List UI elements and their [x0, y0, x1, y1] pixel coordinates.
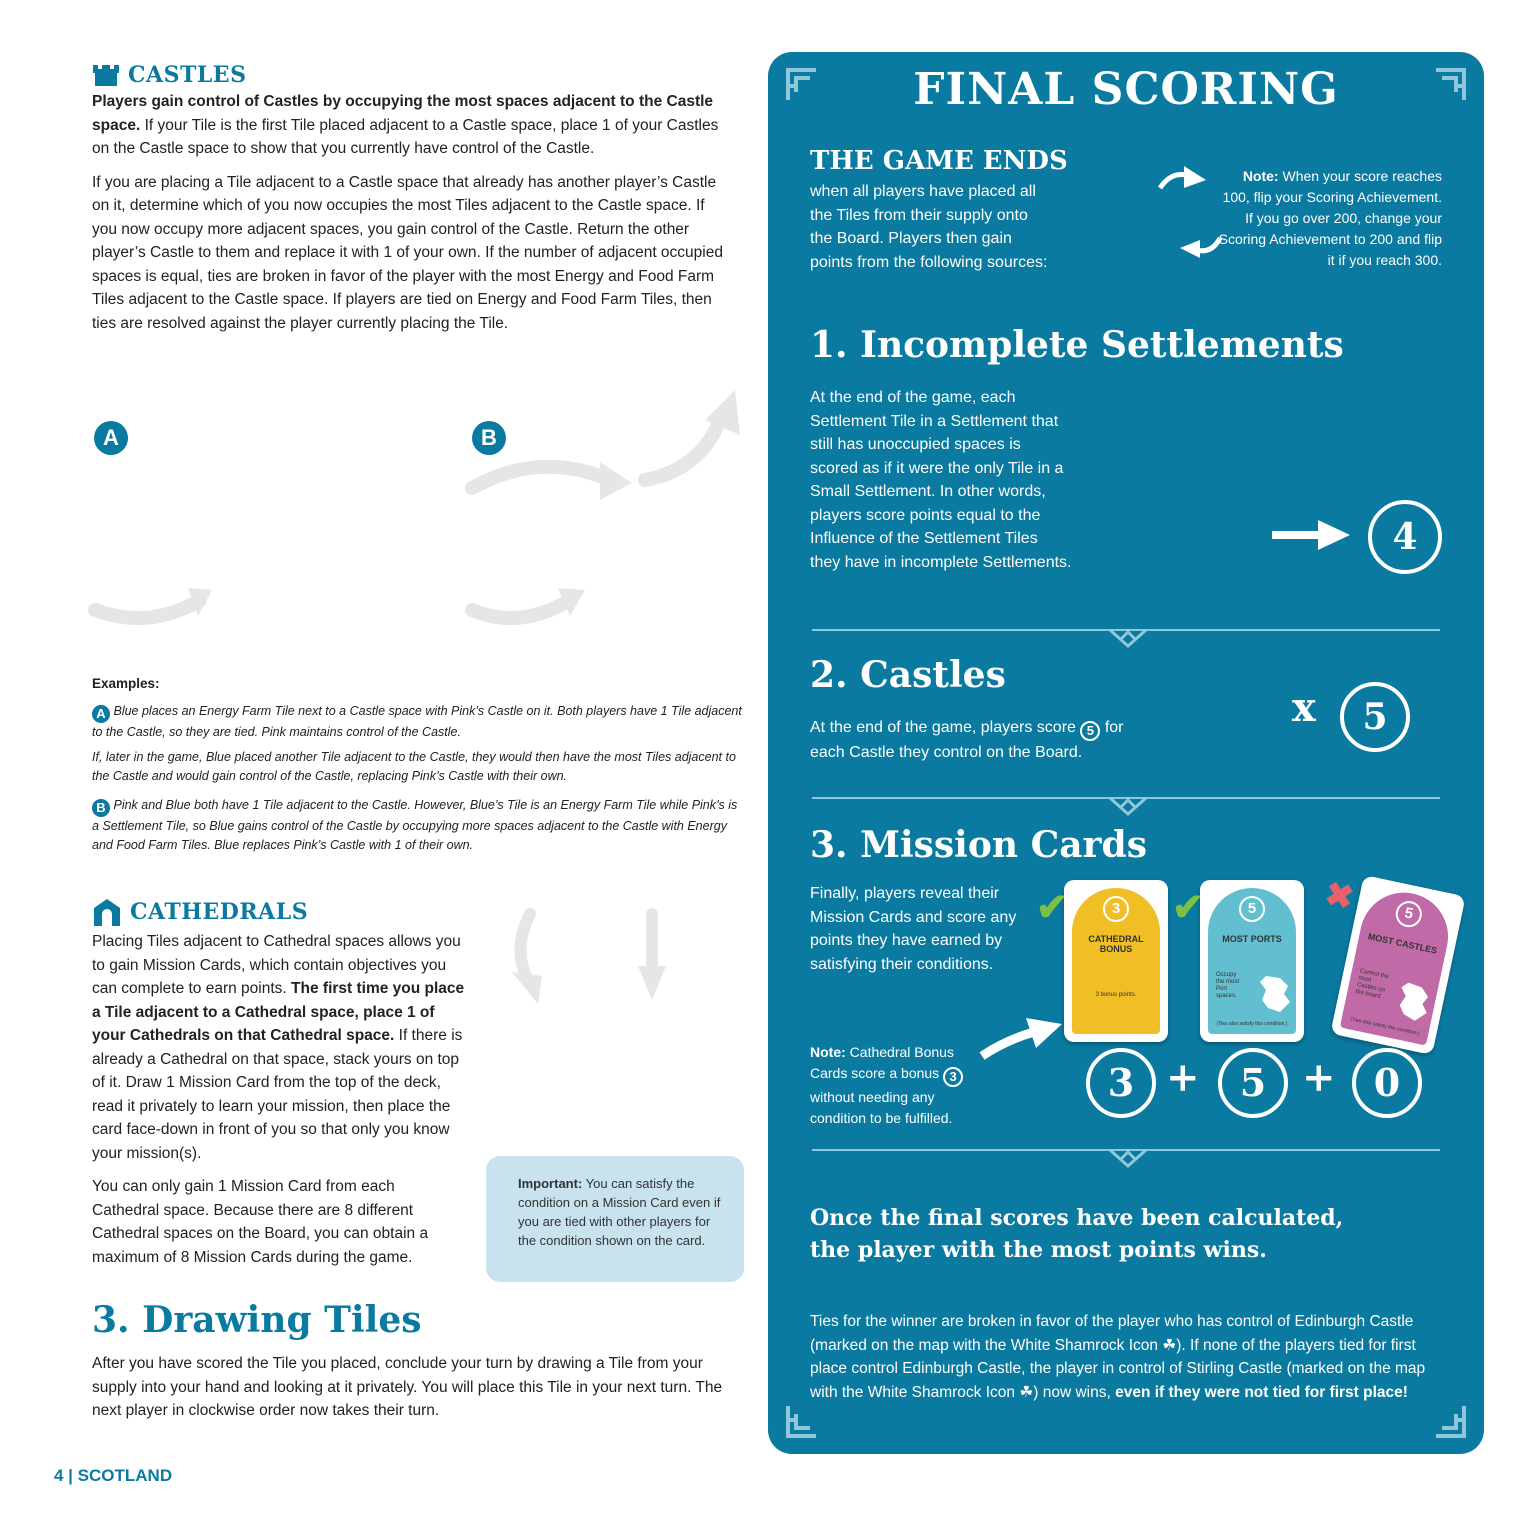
card-face	[1072, 888, 1160, 1034]
castle-icon	[92, 63, 120, 87]
cathedrals-section	[92, 898, 466, 1269]
cathedrals-heading: CATHEDRALS	[130, 899, 309, 925]
card-points: 5	[1393, 899, 1424, 930]
ties-a: Ties for the winner are broken in favor of the player who has control of Edinburgh Castle (marked on the map with the White Shamrock Icon	[810, 1313, 1414, 1354]
game-ends-text: when all players have placed all the Tiles from their supply onto the Board. Players then gain points from the following sources:	[810, 183, 1048, 271]
cathedral-bonus-note-a: Cathedral Bonus Cards score a bonus	[810, 1044, 954, 1081]
castles-scoring-text-b: for each Castle they control on the Board.	[810, 719, 1124, 761]
sum-plus-2: +	[1302, 1054, 1336, 1101]
tie-breaker-text	[810, 1310, 1440, 1404]
score-note	[1212, 166, 1442, 271]
castles-heading: CASTLES	[128, 62, 247, 88]
divider-ornament-2	[1108, 794, 1148, 820]
times-sign: x	[1292, 684, 1316, 731]
cathedrals-p2: You can only gain 1 Mission Card from each Cathedral space. Because there are 8 different Cathedral spaces on the Board, you can obtain a maximum of 8 Mission Cards during the game.	[92, 1178, 429, 1266]
card-title: MOST CASTLES	[1367, 931, 1439, 956]
sum-score-b: 5	[1218, 1048, 1288, 1118]
score-note-text: When your score reaches 100, flip your Scoring Achievement. If you go over 200, change your Scoring Achievement to 200 and flip it if you reach 300.	[1218, 168, 1442, 268]
example-b-badge: B	[472, 421, 506, 455]
important-note-text	[518, 1174, 728, 1250]
cathedrals-heading-row	[92, 898, 466, 926]
card-foot: (Ties also satisfy this condition.)	[1349, 1016, 1421, 1037]
mission-card-most-ports	[1172, 880, 1304, 1042]
sum-plus-1: +	[1166, 1054, 1200, 1101]
scotland-map-icon	[1256, 974, 1292, 1014]
important-note-box	[486, 1156, 744, 1282]
castles-para2: If you are placing a Tile adjacent to a Castle space that already has another player’s Castle on it, determine which of you now occupies the most Tiles adjacent to the Castle space. If you now occupy more adjacent spaces, you gain control of the Castle. Return the other player’s Castle to them and replace it with 1 of your own. If the number of adjacent occupied spaces is equal, ties are broken in favor of the player with the most Energy and Food Farm Tiles adjacent to the Castle space. If players are tied on Energy and Food Farm Tiles, then ties are resolved against the player currently placing the Tile.	[92, 173, 723, 332]
winner-line-1: Once the final scores have been calculated,	[810, 1205, 1344, 1231]
cathedral-bonus-note-b: without needing any condition to be fulfilled.	[810, 1089, 953, 1126]
drawing-tiles-section	[92, 1296, 742, 1423]
example-b-text	[92, 796, 742, 855]
important-body: You can satisfy the condition on a Mission Card even if you are tied with other players for the condition shown on the card.	[518, 1176, 721, 1248]
example-arrows-illustration	[80, 380, 760, 640]
game-ends-heading: THE GAME ENDS	[810, 146, 1068, 176]
drawing-tiles-text: After you have scored the Tile you placed, conclude your turn by drawing a Tile from your supply into your hand and looking at it privately. You will place this Tile in your next turn. The next player in clockwise order now takes their turn.	[92, 1355, 723, 1419]
castles-scoring-heading: 2. Castles	[810, 654, 1006, 696]
cathedrals-p1-bold: The first time you place a Tile adjacent to a Cathedral space, place 1 of your Cathedrals on that Cathedral space.	[92, 980, 465, 1044]
card-body: Control the most Castles on the board.	[1354, 968, 1390, 1001]
final-scoring-panel	[768, 52, 1484, 1454]
check-mark-icon: ✔	[1036, 887, 1068, 929]
card-title: CATHEDRAL BONUS	[1088, 934, 1144, 954]
divider-ornament-1	[1108, 626, 1148, 652]
example-a-body: Blue places an Energy Farm Tile next to a Castle space with Pink’s Castle on it. Both players have 1 Tile adjacent to the Castle, so they are tied. Pink maintains control of the Castle.	[92, 703, 742, 739]
divider-ornament-3	[1108, 1146, 1148, 1172]
drawing-tiles-heading: 3. Drawing Tiles	[92, 1299, 422, 1341]
cathedral-bonus-inline-badge: 3	[943, 1067, 963, 1087]
castles-intro-bold: Players gain control of Castles by occupying the most spaces adjacent to the Castle space.	[92, 93, 714, 134]
cathedrals-p1	[92, 930, 466, 1165]
mission-cards-text: Finally, players reveal their Mission Cards and score any points they have earned by satisfying their conditions.	[810, 885, 1017, 973]
mission-cards-heading: 3. Mission Cards	[810, 824, 1147, 866]
example-a-text	[92, 702, 742, 742]
cathedral-arrows-illustration	[490, 900, 690, 1010]
scotland-map-icon	[1391, 979, 1435, 1026]
final-scoring-title: FINAL SCORING	[913, 64, 1339, 115]
example-a-badge: A	[94, 421, 128, 455]
card-points: 5	[1239, 896, 1265, 922]
incomplete-settlements-heading: 1. Incomplete Settlements	[810, 324, 1344, 366]
cathedral-icon	[92, 898, 122, 926]
sum-score-c: 0	[1352, 1048, 1422, 1118]
winner-statement	[810, 1202, 1343, 1266]
shamrock-icon: ☘	[1162, 1336, 1177, 1354]
corner-ornament-bottom-right	[1432, 1404, 1466, 1438]
sum-score-a: 3	[1086, 1048, 1156, 1118]
settlement-score-badge: 4	[1368, 500, 1442, 574]
mission-card-most-castles	[1321, 874, 1465, 1055]
card-face	[1208, 888, 1296, 1034]
ties-c: ) now wins,	[1033, 1383, 1116, 1401]
castles-intro	[92, 90, 732, 161]
castles-scoring-inline-badge: 5	[1080, 721, 1100, 741]
check-mark-icon: ✔	[1172, 887, 1204, 929]
shamrock-icon: ☘	[1019, 1383, 1034, 1401]
winner-line-2: the player with the most points wins.	[810, 1237, 1267, 1263]
cross-mark-icon: ✖	[1321, 874, 1358, 918]
ties-b: ). If none of the players tied for first place control Edinburgh Castle, the player in control of Stirling Castle (marked on the map with the White Shamrock Icon	[810, 1336, 1426, 1401]
cathedral-bonus-note-label: Note:	[810, 1044, 846, 1060]
castle-score-badge: 5	[1340, 682, 1410, 752]
card-title: MOST PORTS	[1222, 934, 1282, 944]
castles-scoring-text-a: At the end of the game, players score	[810, 719, 1081, 736]
example-b-body: Pink and Blue both have 1 Tile adjacent to the Castle. However, Blue’s Tile is an Energy Farm Tile while Pink’s is a Settlement Tile, so Blue gains control of the Castle by occupying more spaces adjacent to the Castle with Energy and Food Farm Tiles. Blue replaces Pink’s Castle with 1 of their own.	[92, 797, 738, 852]
cathedral-bonus-note	[810, 1042, 990, 1129]
corner-ornament-bottom-left	[786, 1404, 820, 1438]
card-face	[1340, 884, 1456, 1045]
example-a-mini-badge: A	[92, 705, 110, 723]
example-b-mini-badge: B	[92, 799, 110, 817]
cathedrals-p1-start: Placing Tiles adjacent to Cathedral spaces allows you to gain Mission Cards, which contain objectives you can complete to earn points.	[92, 933, 461, 997]
examples-section	[92, 672, 742, 855]
castles-section	[92, 62, 732, 335]
castles-heading-row	[92, 62, 732, 88]
card-body: Occupy the most Port spaces.	[1216, 972, 1240, 999]
mission-card-cathedral-bonus	[1036, 880, 1168, 1042]
ties-bold: even if they were not tied for first place!	[1115, 1383, 1408, 1401]
castles-scoring-text	[810, 716, 1150, 765]
score-note-label: Note:	[1242, 168, 1279, 184]
example-a-text2: If, later in the game, Blue placed another Tile adjacent to the Castle, they would then have the most Tiles adjacent to the Castle and would gain control of the Castle, replacing Pink’s Castle with their own.	[92, 749, 736, 783]
card-body: 3 bonus points.	[1095, 992, 1137, 998]
castles-intro-rest: If your Tile is the first Tile placed adjacent to a Castle space, place 1 of your Castles on the Castle space to show that you currently have control of the Castle.	[92, 116, 719, 157]
card-foot: (Ties also satisfy this condition.)	[1216, 1021, 1288, 1027]
incomplete-settlements-text: At the end of the game, each Settlement Tile in a Settlement that still has unoccupied spaces is scored as if it were the only Tile in a Small Settlement. In other words, players score points equal to the Influence of the Settlement Tiles they have in incomplete Settlements.	[810, 389, 1072, 571]
cathedrals-p1-end: If there is already a Cathedral on that space, stack yours on top of it. Draw 1 Mission Card from the top of the deck, read it privately to learn your mission, then place the card face-down in front of you so that only you know your mission(s).	[92, 1027, 463, 1162]
arrow-right-icon	[1272, 520, 1350, 550]
examples-heading: Examples:	[92, 676, 160, 691]
arrow-to-card-icon	[976, 1014, 1062, 1062]
important-label: Important:	[518, 1176, 583, 1191]
card-points: 3	[1103, 896, 1129, 922]
page-footer: 4 | SCOTLAND	[54, 1466, 173, 1485]
